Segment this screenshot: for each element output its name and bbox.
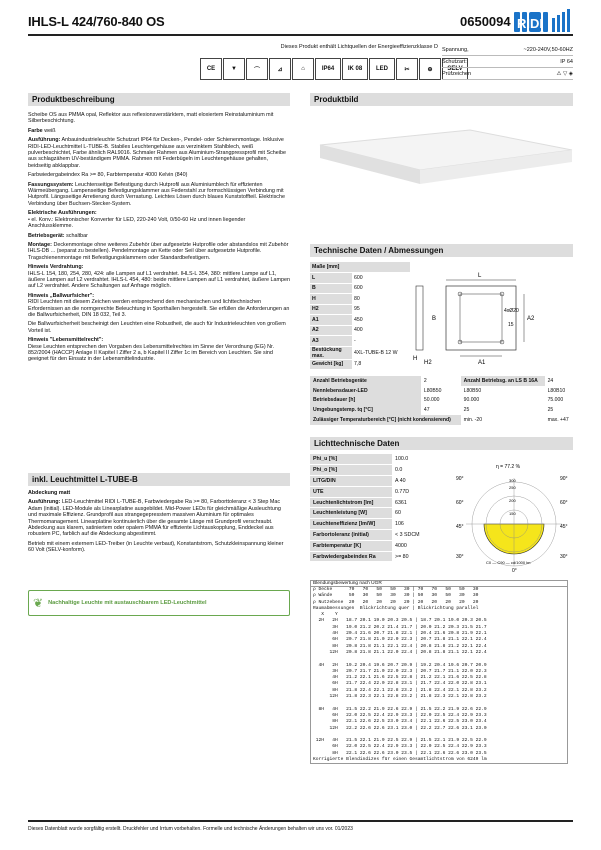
light-row: UTE 0.77D [310, 486, 452, 497]
spec-box [442, 44, 573, 80]
dim-b: B [432, 316, 437, 322]
dim-h: H [413, 356, 418, 362]
ugr-row: 2H 2H 18.7 20.1 19.0 20.3 20.5 | 18.7 20.1 19.0 20.3 20.5 [313, 618, 487, 624]
svg-text:300: 300 [509, 478, 516, 483]
svg-text:60°: 60° [560, 500, 568, 506]
ugr-row: 8H 20.8 21.8 21.1 22.1 22.4 | 20.8 21.8 21.2 22.1 22.4 [313, 643, 487, 649]
dims-head: Maße [mm] [310, 262, 410, 273]
header-rule [28, 34, 573, 36]
ugr-row: 12H 4H 21.5 22.1 21.9 22.5 22.9 | 21.5 22.1 21.9 22.5 22.9 [313, 738, 487, 744]
ugr-row: ρ Wände 50 30 50 30 30 | 50 30 50 30 30 [313, 593, 479, 599]
svg-text:0°: 0° [512, 568, 517, 573]
dims-row: H2 95 [310, 304, 410, 315]
article-code: 0650094 [460, 14, 511, 29]
svg-text:150: 150 [509, 511, 516, 516]
ce-icon: CE [200, 58, 222, 80]
svg-text:45°: 45° [560, 524, 568, 530]
ugr-row: 3H 19.0 21.2 20.2 21.4 21.7 | 20.0 21.2 20.3 21.5 21.7 [313, 624, 487, 630]
ugr-row: ρ Nutzebene 20 20 20 20 20 | 20 20 20 20 20 [313, 599, 479, 605]
dims-row: L 600 [310, 273, 410, 284]
dims-row: B 600 [310, 283, 410, 294]
ugr-row: 8H 4H 21.5 22.2 21.9 22.6 22.9 | 21.5 22.2 21.9 22.6 22.9 [313, 706, 487, 712]
footer-note: Dieses Datenblatt wurde sorgfältig erstellt. Druckfehler und Irrtum vorbehalten. Formelle und technische Änderungen behalten wir uns vor. 01/2023 [28, 826, 353, 832]
dimension-drawing [412, 264, 572, 369]
polar-diagram [456, 458, 573, 573]
recessed-icon: ⌂ [292, 58, 314, 80]
light-row: LITG/DIN A 40 [310, 476, 452, 487]
svg-text:45°: 45° [456, 524, 464, 530]
ugr-row: 4H 20.4 21.6 20.7 21.8 22.1 | 20.4 21.6 20.8 21.9 22.1 [313, 631, 487, 637]
spec-marks: Prüfzeichen ⚠ ▽ ◈ [442, 68, 573, 80]
dims-row: H 80 [310, 294, 410, 305]
ugr-row: 8H 21.8 22.4 22.1 22.8 23.2 | 21.8 22.4 22.1 22.8 23.2 [313, 687, 487, 693]
svg-text:200: 200 [509, 498, 516, 503]
selv-icon: SELV [442, 58, 468, 80]
svg-text:60°: 60° [456, 500, 464, 506]
light-row: Farbortoleranz (initial) < 3 SDCM [310, 530, 452, 541]
svg-text:C0 — C90 — cd/1000 lm: C0 — C90 — cd/1000 lm [486, 560, 531, 565]
light-row: Leuchtenleistung [W] 60 [310, 508, 452, 519]
ball-icon: ⊕ [419, 58, 441, 80]
ugr-row: 4H 2H 19.2 20.4 19.6 20.7 20.9 | 19.2 20.4 19.6 20.7 20.9 [313, 662, 487, 668]
spec-protection: Schutzart: IP 64 [442, 56, 573, 68]
section-image: Produktbild [310, 93, 573, 106]
food-icon: ✂ [396, 58, 418, 80]
sustainability-badge: ❦ Nachhaltige Leuchte mit austauschbarem LED-Leuchtmittel [28, 590, 290, 616]
section-lamp: inkl. Leuchtmittel L-TUBE-B [28, 473, 290, 486]
svg-text:250: 250 [509, 485, 516, 490]
ugr-table: Blendungsbewertung nach UGR ρ Decke 70 70 50 50 30 | 70 70 50 50 30 ρ Wände 50 30 50 30 30 | 50 30 50 30 30 ρ Nutzebene 20 20 20 20 20 | 20 20 20 20 20 Raumabmessungen Blickrichtung quer | Blickrichtung parallel X Y 2H 2H 18.7 20.1 19.0 20.3 20.5 | 18.7 20.1 19.0 20.3 20.5 3H 19.0 21.2 20.2 21.4 21.7 | 20.0 21.2 20.3 21.5 21.7 4H 20.4 21.6 20.7 21.8 22.1 | 20.4 21.6 20.8 21.9 22.1 6H 20.7 21.8 21.0 22.0 22.3 | 20.7 21.8 21.1 22.1 22.4 8H 20.8 21.8 21.1 22.1 22.4 | 20.8 21.8 21.2 22.1 22.4 12H 20.8 21.8 21.1 22.0 22.4 | 20.8 21.8 21.1 22.1 22.4 4H 2H 19.2 20.4 19.6 20.7 20.9 | 19.2 20.4 19.6 20.7 20.9 3H 20.7 21.7 21.0 22.0 22.3 | 20.7 21.7 21.1 22.0 22.3 4H 21.2 22.1 21.6 22.5 22.8 | 21.2 22.1 21.6 22.5 22.8 6H 21.7 22.4 22.0 22.8 23.1 | 21.7 22.4 22.0 22.8 23.1 8H 21.8 22.4 22.1 22.8 23.2 | 21.8 22.4 22.1 22.8 23.2 12H 21.8 22.3 22.1 22.8 23.2 | 21.8 22.3 22.1 22.8 23.2 8H 4H 21.5 22.2 21.9 22.6 22.9 | 21.5 22.2 21.9 22.6 22.9 6H 22.0 22.5 22.4 22.9 23.3 | 22.0 22.5 22.4 22.9 23.3 8H 22.1 22.6 22.5 23.0 23.4 | 22.1 22.6 22.5 23.0 23.4 12H 22.2 22.6 22.6 23.1 23.0 | 22.2 22.7 22.6 23.1 23.0 12H 4H 21.5 22.1 21.9 22.5 22.9 | 21.5 22.1 21.9 22.5 22.9 6H 22.0 22.5 22.4 22.9 23.3 | 22.0 22.5 22.4 22.9 23.3 8H 22.1 22.6 22.6 23.0 23.5 | 22.1 22.6 22.6 23.0 23.5 Korrigierte Blendindizes für einen Gesamtlichtstrom von 6249 lm [310, 580, 568, 764]
dim-15: 15 [508, 322, 514, 328]
ugr-row: 8H 22.1 22.6 22.6 23.0 23.5 | 22.1 22.6 22.6 23.0 23.5 [313, 750, 487, 756]
spec-voltage: Spannung, ~220-240V,50-60HZ [442, 44, 573, 56]
ugr-row: 6H 22.0 22.5 22.4 22.9 23.3 | 22.0 22.5 22.4 22.9 23.3 [313, 744, 487, 750]
dims-row: A1 450 [310, 315, 410, 326]
dims-row: A3 - [310, 336, 410, 347]
light-row: Farbtemperatur [K] 4000 [310, 540, 452, 551]
led-icon: LED [369, 58, 395, 80]
energy-note: Dieses Produkt enthält Lichtquellen der Energieeffizienzklasse D [280, 44, 438, 50]
light-row: Leuchtenlichtstrom [lm] 6361 [310, 497, 452, 508]
ugr-row: 12H 21.8 22.3 22.1 22.8 23.2 | 21.8 22.3 22.1 22.8 23.2 [313, 694, 487, 700]
ceiling-icon: ⌒ [246, 58, 268, 80]
description-text: Scheibe OS aus PMMA opal, Reflektor aus reflexionsverstärktem, matt eloxiertem Reinstaluminium mit Silberbeschichtung. Farbe weiß Ausführung: Anbauindustrieleuchte Schutzart IP64 für Decken-, Pendel- oder Schienenmontage. Inklusive RIDI-LED-Leuchtmittel L-TUBE-B. Stabiles Leuchtengehäuse aus verzinktem Stahlblech, weiß pulverbeschichtet, Farbe ähnlich RAL9016. Schmaler Rahmen aus Aluminium-Strangpressprofil mit Scheibe aus schlagzähem UV-beständigem PMMA. Rahmen mit Federbügeln im Leuchtengehäuse gehalten, beidseitig abklappbar. Farbwiedergabeindex Ra >= 80, Farbtemperatur 4000 Kelvin (840) Fassungssystem: Leuchtenseitige Befestigung durch Hutprofil aus Aluminiumblech für effizienten Wärmeübergang. Lampenseitige Befestigungsklammer aus Federstahl zur formschlüssigen Verbindung mit Hutprofil. Längsseitige Arretierung durch Verrastung. Leichtes Lösen durch blaues Kunststoffteil. Elektrische Verbindung über Buchsen-Stecker-System. Elektrische Ausführungen: • el. Konv.: Elektronischer Konverter für LED, 220-240 Volt, 0/50-60 Hz und innen liegender Anschlussklemme. Betriebsgerät: schaltbar Montage: Deckenmontage ohne weiteres Zubehör über aufgesetzte Hutprofile oder abstandslos mit Zubehör IHLS-DB ... (separat zu bestellen). Pendelmontage an Kette oder Seil über aufgesetzte Hutprofile. Tragschienenmontage mit Befestigungsklammern oder Standardbefestigern. Hinweis Verdrahtung: IHLS-L 154, 180, 254, 280, 424: alle Lampen auf L1 verdrahtet. IHLS-L 354, 380: mittlere Lampe auf L1, äußere Lampen auf L2 verdrahtet. IHLS-L 454, 480: beide mittlere Lampen auf L1 verdrahtet, äußere Lampen auf L2 verdrahtet. Andere Schaltungen auf Anfrage möglich. Hinweis „Ballwurfsicher": RIDI Leuchten mit diesem Zeichen werden entsprechend den mechanischen und lichttechnischen Erfordernissen an die normgerechte Beleuchtung in Sporthallen hergestellt. Sie erfüllen die Anforderungen an die Ballwurfsicherheit, DIN 18 032, Teil 3. Die Ballwurfsicherheit bescheinigt den Leuchten eine Robustheit, die auch für Industrieleuchten von großem Vorteil ist. Hinweis "Lebensmittelrecht": Diese Leuchten entsprechen den Vorgaben des Lebensmittelrechtes im Sinne der Verordnung (EG) Nr. 852/2004 (HACCP) Anlage II Kapitel I Ziffer 2 a, b Kapitel II Ziffer 1c im Bereich von Leuchten. Sie sind geeignet für den Einsatz in der Lebensmittelindustrie. [28, 112, 291, 363]
light-row: Leuchteneffizienz [lm/W] 106 [310, 519, 452, 530]
ugr-row: ρ Decke 70 70 50 50 30 | 70 70 50 50 30 [313, 587, 479, 592]
dim-hole: 4xØ20 [504, 308, 519, 314]
ridi-logo [514, 8, 574, 34]
ugr-row: X Y [313, 612, 338, 618]
icon-row [200, 58, 468, 80]
ugr-row: 6H 22.0 22.5 22.4 22.9 23.3 | 22.0 22.5 22.4 22.9 23.3 [313, 712, 487, 718]
ip64-icon: IP64 [315, 58, 341, 80]
light-row: Phi_o [%] 0.0 [310, 465, 452, 476]
dims-row: Bestückung max. 4XL-TUBE-B 12 W [310, 346, 410, 359]
light-row: Farbwiedergabeindex Ra >= 80 [310, 551, 452, 562]
ugr-row: 6H 20.7 21.8 21.0 22.0 22.3 | 20.7 21.8 21.1 22.1 22.4 [313, 637, 487, 643]
dim-a1: A1 [478, 360, 486, 366]
dims-row: Gewicht [kg] 7,8 [310, 359, 410, 370]
lamp-text: Abdeckung matt Ausführung: LED-Leuchtmittel RIDI L-TUBE-B, Farbwiedergabe Ra >= 80, Farborttoleranz < 3 Step Mac Adam (initial). LED-Module als Linearplatine ausgebildet. Mid-Power LEDs für gleichmäßige Ausleuchtung und maximale Effizienz. Grundprofil aus strangegepresstem massiven Aluminium für optimales Thermomanagement. Linearplatine kontinuierlich über die gesamte Länge mit Grundprofil verschraubt. Abdeckung aus klarem, satiniertem oder opalem PMMA für effiziente Lichtauskopplung, Enddeckel aus robustem PC, farblich auf die Abdeckung abgestimmt. Betrieb mit einem externem LED-Treiber (in Leuchte verbaut), Konstantstrom, Schutzkleinspannung kleiner 60 Volt (SELV-konform). [28, 490, 284, 554]
ops-table: Anzahl Betriebsgeräte 2 Anzahl Betriebsg. an LS B 16A 24 Nennlebensdauer-LED L80B50 L80B50 L80B10 Betriebsdauer [h] 50.000 90.000 75.000 Umgebungstemp. tq [°C] 47 25 25 Zulässiger Temperaturbereich [°C] (nicht kondensierend) min. -20 max. +47 [310, 376, 573, 425]
ugr-row: 8H 22.1 22.6 22.5 23.0 23.4 | 22.1 22.6 22.5 23.0 23.4 [313, 719, 487, 725]
product-title: IHLS-L 424/760-840 OS [28, 14, 165, 29]
dims-row: A2 400 [310, 325, 410, 336]
dim-l: L [478, 273, 482, 279]
section-light: Lichttechnische Daten [310, 437, 573, 450]
ik08-icon: IK 08 [342, 58, 368, 80]
ugr-row: 4H 21.2 22.1 21.6 22.5 22.8 | 21.2 22.1 21.6 22.5 22.8 [313, 675, 487, 681]
leaf-icon: ❦ [33, 596, 44, 610]
svg-text:90°: 90° [560, 476, 568, 482]
ugr-row: 6H 21.7 22.4 22.0 22.8 23.1 | 21.7 22.4 22.0 22.8 23.1 [313, 681, 487, 687]
svg-text:30°: 30° [456, 554, 464, 560]
product-image [310, 110, 573, 230]
mount-icon: ▼ [223, 58, 245, 80]
light-table [310, 454, 452, 562]
svg-text:30°: 30° [560, 554, 568, 560]
section-tech: Technische Daten / Abmessungen [310, 244, 573, 257]
dim-a2: A2 [527, 316, 535, 322]
temperature-icon: ⊿ [269, 58, 291, 80]
polar-eta: η = 77.2 % [496, 464, 521, 470]
ugr-row: Raumabmessungen Blickrichtung quer | Blickrichtung parallel [313, 605, 479, 611]
logo-text: RIDI [517, 16, 543, 31]
ugr-row: 3H 20.7 21.7 21.0 22.0 22.3 | 20.7 21.7 21.1 22.0 22.3 [313, 668, 487, 674]
dims-table [310, 262, 410, 370]
dim-h2: H2 [424, 360, 432, 366]
ugr-row: Korrigierte Blendindizes für einen Gesamtlichtstrom von 6249 lm [313, 757, 487, 763]
svg-text:90°: 90° [456, 476, 464, 482]
ugr-row: 12H 22.2 22.6 22.6 23.1 23.0 | 22.2 22.7 22.6 23.1 23.0 [313, 725, 487, 731]
section-description: Produktbeschreibung [28, 93, 290, 106]
light-row: Phi_u [%] 100.0 [310, 454, 452, 465]
ugr-row: 12H 20.8 21.8 21.1 22.0 22.4 | 20.8 21.8 21.1 22.1 22.4 [313, 649, 487, 655]
footer-rule [28, 820, 573, 822]
